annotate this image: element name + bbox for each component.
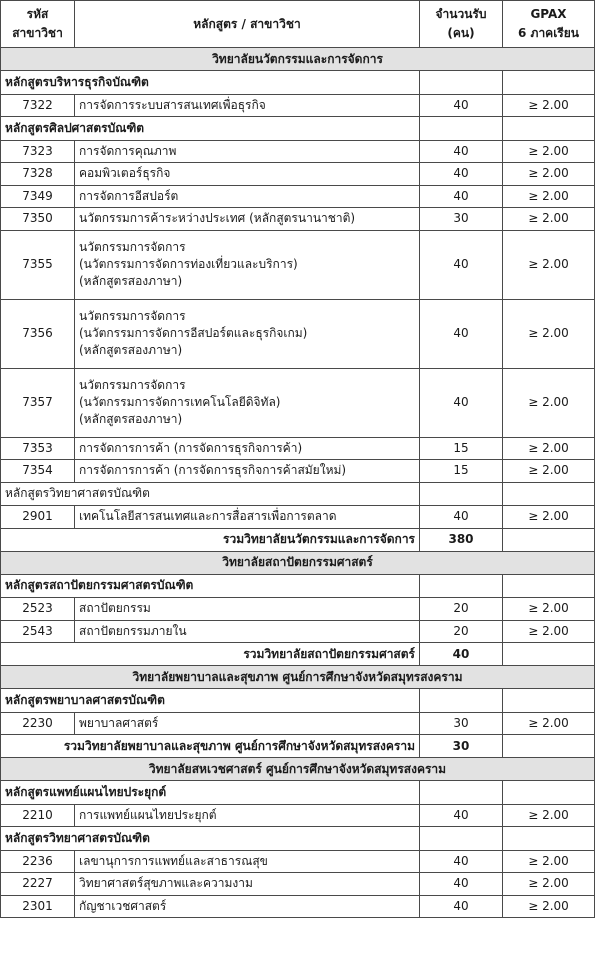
major-code: 2301 xyxy=(1,895,75,918)
table-row xyxy=(1,804,595,827)
major-name-line: การจัดการคุณภาพ xyxy=(79,143,177,158)
seat-count: 20 xyxy=(420,598,503,621)
major-name xyxy=(75,140,420,163)
major-name-line: สถาปัตยกรรมภายใน xyxy=(79,623,187,638)
gpax-min: ≥ 2.00 xyxy=(503,460,595,483)
major-code: 7349 xyxy=(1,185,75,208)
gpax-min: ≥ 2.00 xyxy=(503,208,595,231)
major-name-line: เลขานุการการแพทย์และสาธารณสุข xyxy=(79,853,268,868)
header-gpax: GPAX 6 ภาคเรียน xyxy=(503,1,595,48)
major-name xyxy=(75,437,420,460)
major-name-line: นวัตกรรมการค้าระหว่างประเทศ (หลักสูตรนานาชาติ) xyxy=(79,211,356,226)
seat-count: 15 xyxy=(420,460,503,483)
table-row xyxy=(1,460,595,483)
program-row xyxy=(1,574,595,598)
major-name xyxy=(75,94,420,117)
major-name-line: เทคโนโลยีสารสนเทศและการสื่อสารเพื่อการตลาด xyxy=(79,509,337,524)
header-name: หลักสูตร / สาขาวิชา xyxy=(75,1,420,48)
seat-count: 40 xyxy=(420,94,503,117)
major-code: 2230 xyxy=(1,712,75,735)
gpax-min: ≥ 2.00 xyxy=(503,185,595,208)
seat-count: 40 xyxy=(420,299,503,368)
major-name-line: วิทยาศาสตร์สุขภาพและความงาม xyxy=(79,876,253,891)
major-name xyxy=(75,598,420,621)
major-name xyxy=(75,850,420,873)
faculty-row xyxy=(1,551,595,574)
total-seats: 40 xyxy=(420,643,503,666)
empty-cell xyxy=(503,735,595,758)
gpax-min: ≥ 2.00 xyxy=(503,140,595,163)
total-label: รวมวิทยาลัยสถาปัตยกรรมศาสตร์ xyxy=(1,643,420,666)
major-name xyxy=(75,620,420,643)
table-row xyxy=(1,368,595,437)
faculty-row xyxy=(1,666,595,689)
empty-cell xyxy=(503,574,595,598)
major-name xyxy=(75,804,420,827)
major-code: 2236 xyxy=(1,850,75,873)
program-row xyxy=(1,689,595,713)
major-name xyxy=(75,368,420,437)
major-name xyxy=(75,460,420,483)
gpax-min: ≥ 2.00 xyxy=(503,873,595,896)
empty-cell xyxy=(420,689,503,713)
faculty-total-row xyxy=(1,528,595,551)
seat-count: 40 xyxy=(420,873,503,896)
table-row xyxy=(1,299,595,368)
empty-cell xyxy=(420,574,503,598)
faculty-total-row xyxy=(1,643,595,666)
faculty-row xyxy=(1,758,595,781)
major-name-line: การจัดการระบบสารสนเทศเพื่อธุรกิจ xyxy=(79,97,266,112)
faculty-title: วิทยาลัยสถาปัตยกรรมศาสตร์ xyxy=(1,551,595,574)
empty-cell xyxy=(420,117,503,141)
major-name xyxy=(75,506,420,529)
major-name-line: การแพทย์แผนไทยประยุกต์ xyxy=(79,807,217,822)
header-code: รหัส สาขาวิชา xyxy=(1,1,75,48)
seat-count: 40 xyxy=(420,368,503,437)
program-title: หลักสูตรพยาบาลศาสตรบัณฑิต xyxy=(1,689,420,713)
seat-count: 20 xyxy=(420,620,503,643)
major-code: 2901 xyxy=(1,506,75,529)
table-row xyxy=(1,140,595,163)
table-row xyxy=(1,620,595,643)
seat-count: 40 xyxy=(420,140,503,163)
major-name-line: กัญชาเวชศาสตร์ xyxy=(79,898,167,913)
empty-cell xyxy=(420,482,503,506)
gpax-min: ≥ 2.00 xyxy=(503,895,595,918)
table-row xyxy=(1,850,595,873)
empty-cell xyxy=(503,528,595,551)
major-name xyxy=(75,230,420,299)
table-row xyxy=(1,163,595,186)
table-row xyxy=(1,230,595,299)
header-seats: จำนวนรับ (คน) xyxy=(420,1,503,48)
major-name xyxy=(75,895,420,918)
major-code: 7322 xyxy=(1,94,75,117)
program-title: หลักสูตรสถาปัตยกรรมศาสตรบัณฑิต xyxy=(1,574,420,598)
program-title: หลักสูตรวิทยาศาสตรบัณฑิต xyxy=(1,827,420,851)
gpax-min: ≥ 2.00 xyxy=(503,598,595,621)
total-seats: 30 xyxy=(420,735,503,758)
major-code: 7350 xyxy=(1,208,75,231)
gpax-min: ≥ 2.00 xyxy=(503,804,595,827)
total-label: รวมวิทยาลัยนวัตกรรมและการจัดการ xyxy=(1,528,420,551)
table-row xyxy=(1,873,595,896)
total-seats: 380 xyxy=(420,528,503,551)
seat-count: 40 xyxy=(420,163,503,186)
major-name-line: การจัดการการค้า (การจัดการธุรกิจการค้า) xyxy=(79,440,303,455)
table-row xyxy=(1,712,595,735)
major-code: 7354 xyxy=(1,460,75,483)
major-name xyxy=(75,185,420,208)
gpax-min: ≥ 2.00 xyxy=(503,506,595,529)
program-row xyxy=(1,781,595,805)
major-name-line: (หลักสูตรสองภาษา) xyxy=(79,412,183,426)
major-name xyxy=(75,712,420,735)
empty-cell xyxy=(503,117,595,141)
table-row xyxy=(1,437,595,460)
gpax-min: ≥ 2.00 xyxy=(503,850,595,873)
major-name-line: พยาบาลศาสตร์ xyxy=(79,715,159,730)
major-code: 7355 xyxy=(1,230,75,299)
gpax-min: ≥ 2.00 xyxy=(503,230,595,299)
major-code: 2210 xyxy=(1,804,75,827)
empty-cell xyxy=(503,689,595,713)
seat-count: 40 xyxy=(420,895,503,918)
major-name-line: นวัตกรรมการจัดการ xyxy=(79,378,186,392)
gpax-min: ≥ 2.00 xyxy=(503,437,595,460)
major-name-line: นวัตกรรมการจัดการ xyxy=(79,240,186,254)
major-name-line: การจัดการอีสปอร์ต xyxy=(79,188,179,203)
program-row xyxy=(1,827,595,851)
major-name-line: นวัตกรรมการจัดการ xyxy=(79,309,186,323)
program-title: หลักสูตรบริหารธุรกิจบัณฑิต xyxy=(1,71,420,95)
empty-cell xyxy=(503,781,595,805)
program-title: หลักสูตรวิทยาศาสตรบัณฑิต xyxy=(1,482,420,506)
major-code: 7323 xyxy=(1,140,75,163)
faculty-title: วิทยาลัยสหเวชศาสตร์ ศูนย์การศึกษาจังหวัดสมุทรสงคราม xyxy=(1,758,595,781)
major-name xyxy=(75,299,420,368)
seat-count: 40 xyxy=(420,230,503,299)
header-row xyxy=(1,1,595,48)
program-row xyxy=(1,482,595,506)
empty-cell xyxy=(503,643,595,666)
total-label: รวมวิทยาลัยพยาบาลและสุขภาพ ศูนย์การศึกษาจังหวัดสมุทรสงคราม xyxy=(1,735,420,758)
major-code: 7356 xyxy=(1,299,75,368)
faculty-title: วิทยาลัยพยาบาลและสุขภาพ ศูนย์การศึกษาจังหวัดสมุทรสงคราม xyxy=(1,666,595,689)
faculty-total-row xyxy=(1,735,595,758)
major-name xyxy=(75,208,420,231)
major-name-line: (นวัตกรรมการจัดการอีสปอร์ตและธุรกิจเกม) xyxy=(79,326,308,340)
table-row xyxy=(1,598,595,621)
major-code: 2543 xyxy=(1,620,75,643)
major-name-line: (นวัตกรรมการจัดการท่องเที่ยวและบริการ) xyxy=(79,257,298,271)
empty-cell xyxy=(420,71,503,95)
program-row xyxy=(1,71,595,95)
major-name xyxy=(75,163,420,186)
major-name-line: (นวัตกรรมการจัดการเทคโนโลยีดิจิทัล) xyxy=(79,395,281,409)
gpax-min: ≥ 2.00 xyxy=(503,94,595,117)
table-row xyxy=(1,506,595,529)
table-row xyxy=(1,208,595,231)
faculty-title: วิทยาลัยนวัตกรรมและการจัดการ xyxy=(1,48,595,71)
empty-cell xyxy=(503,482,595,506)
program-row xyxy=(1,117,595,141)
gpax-min: ≥ 2.00 xyxy=(503,712,595,735)
major-code: 2227 xyxy=(1,873,75,896)
seat-count: 30 xyxy=(420,208,503,231)
faculty-row xyxy=(1,48,595,71)
table-row xyxy=(1,895,595,918)
major-name xyxy=(75,873,420,896)
table-row xyxy=(1,185,595,208)
empty-cell xyxy=(503,71,595,95)
seat-count: 30 xyxy=(420,712,503,735)
major-name-line: การจัดการการค้า (การจัดการธุรกิจการค้าสมัยใหม่) xyxy=(79,463,347,478)
seat-count: 40 xyxy=(420,506,503,529)
gpax-min: ≥ 2.00 xyxy=(503,163,595,186)
major-code: 2523 xyxy=(1,598,75,621)
seat-count: 40 xyxy=(420,185,503,208)
major-name-line: สถาปัตยกรรม xyxy=(79,601,151,616)
major-name-line: (หลักสูตรสองภาษา) xyxy=(79,343,183,357)
major-code: 7357 xyxy=(1,368,75,437)
major-code: 7328 xyxy=(1,163,75,186)
empty-cell xyxy=(420,827,503,851)
major-code: 7353 xyxy=(1,437,75,460)
gpax-min: ≥ 2.00 xyxy=(503,299,595,368)
seat-count: 40 xyxy=(420,850,503,873)
major-name-line: (หลักสูตรสองภาษา) xyxy=(79,274,183,288)
table-body xyxy=(1,48,595,918)
gpax-min: ≥ 2.00 xyxy=(503,368,595,437)
empty-cell xyxy=(420,781,503,805)
seat-count: 40 xyxy=(420,804,503,827)
program-title: หลักสูตรศิลปศาสตรบัณฑิต xyxy=(1,117,420,141)
empty-cell xyxy=(503,827,595,851)
table-row xyxy=(1,94,595,117)
major-name-line: คอมพิวเตอร์ธุรกิจ xyxy=(79,166,171,181)
gpax-min: ≥ 2.00 xyxy=(503,620,595,643)
program-title: หลักสูตรแพทย์แผนไทยประยุกต์ xyxy=(1,781,420,805)
seat-count: 15 xyxy=(420,437,503,460)
